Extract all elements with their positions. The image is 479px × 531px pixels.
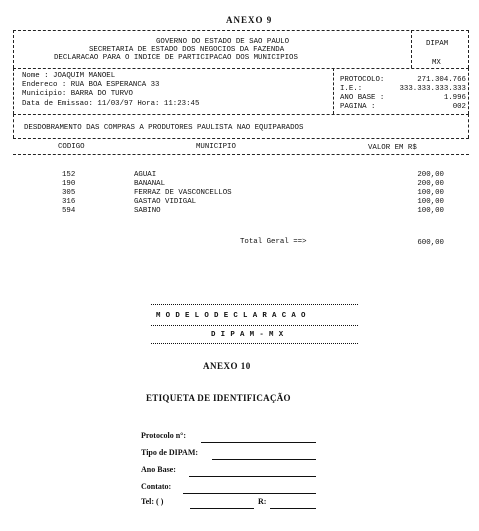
header-top-border xyxy=(13,30,469,31)
info-top-border xyxy=(13,68,469,69)
tel-field-label: Tel: ( ) xyxy=(141,497,164,506)
header-line3: DECLARACAO PARA O INDICE DE PARTICIPACAO DOS MUNICIPIOS xyxy=(54,54,298,62)
pagina-value: 002 xyxy=(452,103,466,111)
table-row xyxy=(0,171,479,179)
info-endereco: Endereco : RUA BOA ESPERANCA 33 xyxy=(22,81,160,89)
table-row xyxy=(0,198,479,206)
columns-bottom-border xyxy=(13,154,469,155)
row-municipio: FERRAZ DE VASCONCELLOS xyxy=(134,189,232,197)
row-codigo: 190 xyxy=(62,180,76,188)
info-nome: Nome : JOAQUIM MANOEL xyxy=(22,72,116,80)
ano-base-field-label: Ano Base: xyxy=(141,465,176,474)
protocolo-label: PROTOCOLO: xyxy=(340,76,385,84)
total-value: 600,00 xyxy=(417,239,444,247)
modelo-line1: M O D E L O D E C L A R A C A O xyxy=(156,312,306,320)
header-right-border xyxy=(468,30,469,68)
tipo-dipam-field-line xyxy=(212,459,316,460)
header-line2: SECRETARIA DE ESTADO DOS NEGOCIOS DA FAZENDA xyxy=(89,46,285,54)
col-valor: VALOR EM R$ xyxy=(368,144,417,152)
pagina-label: PAGINA : xyxy=(340,103,376,111)
col-codigo: CODIGO xyxy=(58,143,85,151)
mx-label: MX xyxy=(432,59,441,67)
contato-field-label: Contato: xyxy=(141,482,172,491)
row-valor: 200,00 xyxy=(417,180,444,188)
row-municipio: BANANAL xyxy=(134,180,166,188)
etiqueta-title: ETIQUETA DE IDENTIFICAÇÃO xyxy=(146,393,291,403)
row-codigo: 152 xyxy=(62,171,76,179)
ie-label: I.E.: xyxy=(340,85,363,93)
ano-base-label: ANO BASE : xyxy=(340,94,385,102)
protocolo-value: 271.304.766 xyxy=(417,76,466,84)
table-row xyxy=(0,207,479,215)
section-top-border xyxy=(13,114,469,115)
tel-field-line xyxy=(190,508,254,509)
row-codigo: 594 xyxy=(62,207,76,215)
row-municipio: AGUAI xyxy=(134,171,157,179)
modelo-top-dots xyxy=(151,304,358,305)
header-line1: GOVERNO DO ESTADO DE SAO PAULO xyxy=(156,38,290,46)
contato-field-line xyxy=(183,493,316,494)
ramal-field-line xyxy=(270,508,316,509)
row-valor: 100,00 xyxy=(417,189,444,197)
row-codigo: 316 xyxy=(62,198,76,206)
anexo9-title: ANEXO 9 xyxy=(226,15,273,25)
protocolo-field-label: Protocolo n°: xyxy=(141,431,187,440)
dipam-label: DIPAM xyxy=(426,40,449,48)
ano-base-value: 1.996 xyxy=(443,94,466,102)
anexo10-title: ANEXO 10 xyxy=(203,361,251,371)
info-divider xyxy=(333,68,334,114)
section-title: DESDOBRAMENTO DAS COMPRAS A PRODUTORES PAULISTA NAO EQUIPARADOS xyxy=(24,124,304,132)
modelo-middle-dots xyxy=(151,325,358,326)
row-valor: 100,00 xyxy=(417,198,444,206)
info-municipio: Municipio: BARRA DO TURVO xyxy=(22,90,133,98)
modelo-bottom-dots xyxy=(151,343,358,344)
info-data-emissao: Data de Emissao: 11/03/97 Hora: 11:23:45 xyxy=(22,100,200,108)
info-right-border xyxy=(468,68,469,114)
row-codigo: 305 xyxy=(62,189,76,197)
ie-value: 333.333.333.333 xyxy=(399,85,466,93)
row-municipio: GASTAO VIDIGAL xyxy=(134,198,197,206)
table-row xyxy=(0,180,479,188)
total-label: Total Geral ==> xyxy=(240,238,307,246)
row-valor: 100,00 xyxy=(417,207,444,215)
ano-base-field-line xyxy=(189,476,316,477)
ramal-field-label: R: xyxy=(258,497,267,506)
row-valor: 200,00 xyxy=(417,171,444,179)
header-left-border xyxy=(13,30,14,68)
table-row xyxy=(0,189,479,197)
header-divider xyxy=(411,30,412,68)
modelo-line2: D I P A M - M X xyxy=(211,331,284,339)
section-bottom-border xyxy=(13,138,469,139)
col-municipio: MUNICIPIO xyxy=(196,143,236,151)
protocolo-field-line xyxy=(201,442,316,443)
tipo-dipam-field-label: Tipo de DIPAM: xyxy=(141,448,199,457)
section-right-border xyxy=(468,114,469,138)
section-left-border xyxy=(13,114,14,138)
row-municipio: SABINO xyxy=(134,207,161,215)
info-left-border xyxy=(13,68,14,114)
